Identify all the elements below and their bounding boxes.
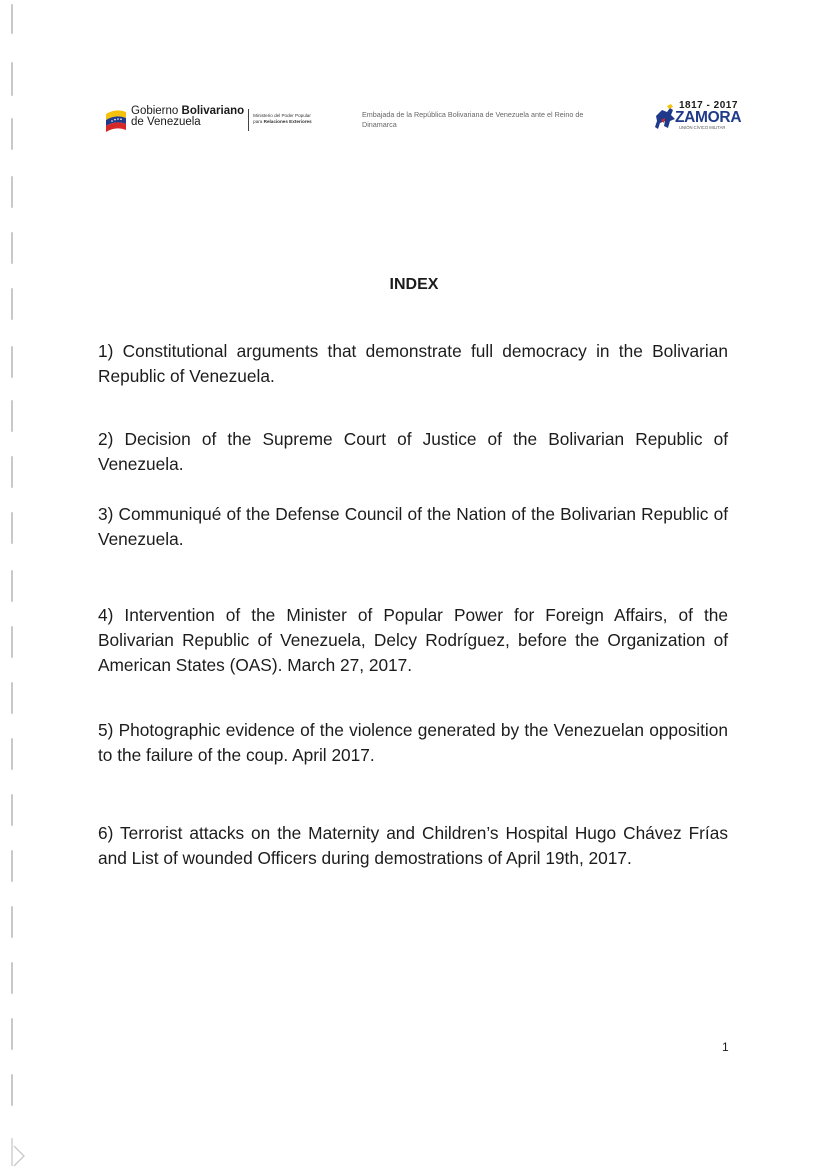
index-item-6: 6) Terrorist attacks on the Maternity and Children’s Hospital Hugo Chávez Frías and List of wounded Officers during demostrations of April 19th, 2017. (98, 823, 728, 868)
index-item-2: 2) Decision of the Supreme Court of Justice of the Bolivarian Republic of Venezuela. (98, 429, 728, 474)
index-item-1: 1) Constitutional arguments that demonstrate full democracy in the Bolivarian Republic of Venezuela. (98, 341, 728, 386)
government-name: Gobierno Bolivariano de Venezuela (131, 105, 245, 128)
index-item-3: 3) Communiqué of the Defense Council of the Nation of the Bolivarian Republic of Venezuela. (98, 504, 728, 549)
ministry-name: Ministerio del Poder Popular para Relaciones Exteriores (253, 113, 312, 124)
zamora-subtitle: UNIÓN CÍVICO MILITAR (679, 125, 726, 130)
venezuela-flag-icon (104, 108, 128, 132)
page-title: INDEX (389, 276, 439, 293)
logo-divider (248, 109, 249, 131)
zamora-logo (653, 100, 753, 134)
zamora-years: 1817 - 2017 (679, 100, 738, 111)
index-item-5: 5) Photographic evidence of the violence generated by the Venezuelan opposition to the failure of the coup. April 2017. (98, 720, 728, 765)
embassy-name: Embajada de la República Bolivariana de Venezuela ante el Reino de Dinamarca (362, 110, 584, 129)
government-logo (104, 106, 312, 136)
page-number: 1 (722, 1040, 729, 1054)
index-item-4: 4) Intervention of the Minister of Popular Power for Foreign Affairs, of the Bolivarian Republic of Venezuela, Delcy Rodríguez, before the Organization of American States (OAS). March 27, 2017. (98, 605, 728, 675)
zamora-title: ZAMORA (675, 109, 742, 126)
